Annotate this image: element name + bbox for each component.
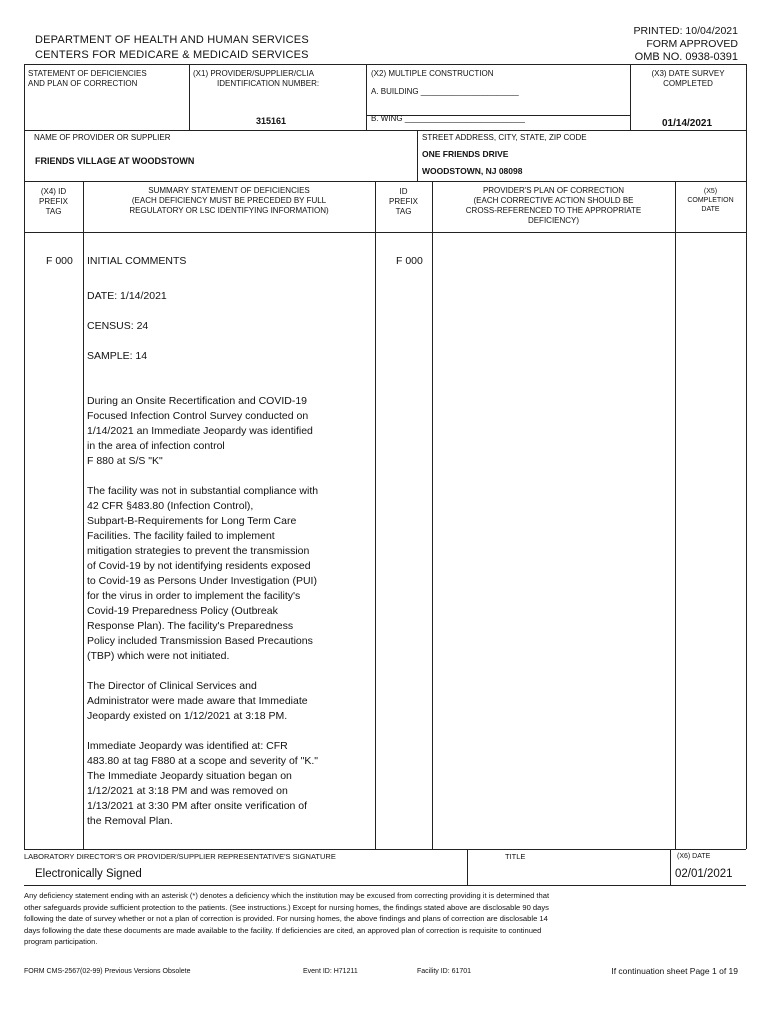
signature-value: Electronically Signed bbox=[35, 868, 142, 880]
text-line: Focused Infection Control Survey conducted on bbox=[87, 410, 309, 422]
provider-name: FRIENDS VILLAGE AT WOODSTOWN bbox=[35, 156, 195, 166]
rule bbox=[24, 849, 746, 850]
text-line: 42 CFR §483.80 (Infection Control), bbox=[87, 500, 254, 512]
text-line: Administrator were made aware that Immediate bbox=[87, 695, 308, 707]
paragraph-4 bbox=[87, 739, 372, 829]
event-id: Event ID: H71211 bbox=[303, 968, 358, 975]
x4-header bbox=[24, 187, 83, 217]
text-line: 1/13/2021 at 3:30 PM after onsite verification of bbox=[87, 800, 308, 812]
disclaimer-line: following the date of survey whether or not a plan of correction is provided. For nursing homes, the above findings and plans of correction are disclosable 14 bbox=[24, 914, 548, 924]
text-line: Facilities. The facility failed to implement bbox=[87, 530, 275, 542]
rule bbox=[83, 181, 84, 849]
rule bbox=[24, 64, 25, 849]
rule bbox=[375, 181, 376, 849]
rule bbox=[24, 885, 746, 886]
text-line: (TBP) which were not initiated. bbox=[87, 650, 230, 662]
plan-header-line: DEFICIENCY) bbox=[527, 216, 580, 225]
address-line-1: ONE FRIENDS DRIVE bbox=[422, 149, 509, 159]
disclaimer bbox=[24, 890, 746, 948]
x1-label-line: (X1) PROVIDER/SUPPLIER/CLIA bbox=[193, 69, 314, 78]
building-field: A. BUILDING ______________________ bbox=[371, 87, 519, 96]
paragraph-3 bbox=[87, 679, 372, 724]
rule bbox=[432, 181, 433, 849]
survey-date: DATE: 1/14/2021 bbox=[87, 290, 167, 302]
text-line: for the virus in order to implement the facility's bbox=[87, 590, 301, 602]
text-line: F 880 at S/S "K" bbox=[87, 455, 163, 467]
page-indicator: If continuation sheet Page 1 of 19 bbox=[611, 966, 738, 976]
text-line: During an Onsite Recertification and COVID-19 bbox=[87, 395, 308, 407]
text-line: 1/14/2021 an Immediate Jeopardy was identified bbox=[87, 425, 313, 437]
census: CENSUS: 24 bbox=[87, 320, 149, 332]
text-line: Response Plan). The facility's Preparedness bbox=[87, 620, 294, 632]
text-line: 1/12/2021 at 3:18 PM and was removed on bbox=[87, 785, 288, 797]
paragraph-1 bbox=[87, 394, 372, 469]
wing-field: B. WING ___________________________ bbox=[371, 114, 525, 123]
rule bbox=[24, 232, 746, 233]
paragraph-2 bbox=[87, 484, 372, 664]
x3-label-line: (X3) DATE SURVEY bbox=[651, 69, 725, 78]
form-number: FORM CMS-2567(02-99) Previous Versions Obsolete bbox=[24, 968, 191, 975]
omb-number: OMB NO. 0938-0391 bbox=[634, 51, 738, 63]
rule bbox=[746, 64, 747, 849]
id-header bbox=[375, 187, 432, 217]
x3-label bbox=[632, 69, 744, 89]
text-line: in the area of infection control bbox=[87, 440, 225, 452]
x1-label bbox=[193, 69, 363, 89]
x3-label-line: COMPLETED bbox=[663, 79, 713, 88]
rule bbox=[24, 181, 746, 182]
facility-id: Facility ID: 61701 bbox=[417, 968, 472, 975]
plan-header-line: (EACH CORRECTIVE ACTION SHOULD BE bbox=[473, 196, 634, 205]
agency-title bbox=[35, 33, 309, 62]
summary-header bbox=[83, 186, 375, 216]
disclaimer-line: Any deficiency statement ending with an asterisk (*) denotes a deficiency which the institution may be excused from correcting providing it is determined that bbox=[24, 891, 550, 900]
text-line: Subpart-B-Requirements for Long Term Care bbox=[87, 515, 297, 527]
x1-label-line: IDENTIFICATION NUMBER: bbox=[217, 79, 320, 88]
signature-date: 02/01/2021 bbox=[675, 868, 733, 880]
x5-header-line: (X5) bbox=[703, 188, 718, 195]
left-prefix-tag: F 000 bbox=[46, 255, 73, 267]
x4-header-line: (X4) ID bbox=[40, 187, 67, 196]
summary-header-line: REGULATORY OR LSC IDENTIFYING INFORMATION) bbox=[129, 206, 329, 215]
statement-label bbox=[28, 69, 147, 89]
text-line: Immediate Jeopardy was identified at: CFR bbox=[87, 740, 288, 752]
rule bbox=[417, 130, 418, 181]
text-line: The Director of Clinical Services and bbox=[87, 680, 257, 692]
rule bbox=[630, 64, 631, 130]
printed-date: PRINTED: 10/04/2021 bbox=[633, 25, 738, 37]
text-line: 483.80 at tag F880 at a scope and severity of "K." bbox=[87, 755, 319, 767]
title-label: TITLE bbox=[505, 852, 526, 861]
id-header-line: TAG bbox=[395, 207, 412, 216]
form-meta bbox=[634, 25, 738, 64]
text-line: Jeopardy existed on 1/12/2021 at 3:18 PM. bbox=[87, 710, 288, 722]
plan-header bbox=[432, 186, 675, 226]
text-line: of Covid-19 by not identifying residents exposed bbox=[87, 560, 311, 572]
address-label: STREET ADDRESS, CITY, STATE, ZIP CODE bbox=[422, 133, 587, 142]
x4-header-line: PREFIX bbox=[39, 197, 68, 206]
rule bbox=[467, 849, 468, 885]
rule bbox=[189, 64, 190, 130]
signature-date-label: (X6) DATE bbox=[677, 853, 711, 860]
id-header-line: PREFIX bbox=[389, 197, 418, 206]
statement-label-line: AND PLAN OF CORRECTION bbox=[28, 79, 138, 88]
right-prefix-tag: F 000 bbox=[396, 255, 423, 267]
summary-header-line: (EACH DEFICIENCY MUST BE PRECEDED BY FULL bbox=[131, 196, 327, 205]
text-line: to Covid-19 as Persons Under Investigation (PUI) bbox=[87, 575, 317, 587]
section-title: INITIAL COMMENTS bbox=[87, 255, 187, 267]
address-line-2: WOODSTOWN, NJ 08098 bbox=[422, 166, 523, 176]
text-line: mitigation strategies to prevent the transmission bbox=[87, 545, 310, 557]
summary-header-line: SUMMARY STATEMENT OF DEFICIENCIES bbox=[148, 186, 310, 195]
rule bbox=[670, 849, 671, 885]
x4-header-line: TAG bbox=[45, 207, 62, 216]
statement-label-line: STATEMENT OF DEFICIENCIES bbox=[28, 69, 147, 78]
survey-completed-date: 01/14/2021 bbox=[662, 118, 713, 129]
rule bbox=[24, 130, 746, 131]
x5-header-line: DATE bbox=[701, 206, 720, 213]
id-header-line: ID bbox=[399, 187, 408, 196]
signature-label: LABORATORY DIRECTOR'S OR PROVIDER/SUPPLIER REPRESENTATIVE'S SIGNATURE bbox=[24, 852, 336, 861]
disclaimer-line: program participation. bbox=[24, 937, 98, 947]
disclaimer-line: days following the date these documents are made available to the facility. If deficiencies are cited, an approved plan of correction is requisite to continued bbox=[24, 925, 542, 935]
text-line: Covid-19 Preparedness Policy (Outbreak bbox=[87, 605, 278, 617]
text-line: the Removal Plan. bbox=[87, 815, 173, 827]
text-line: The Immediate Jeopardy situation began on bbox=[87, 770, 292, 782]
plan-header-line: CROSS-REFERENCED TO THE APPROPRIATE bbox=[465, 206, 642, 215]
x5-header bbox=[675, 187, 746, 214]
department-line: DEPARTMENT OF HEALTH AND HUMAN SERVICES bbox=[35, 34, 309, 46]
provider-name-label: NAME OF PROVIDER OR SUPPLIER bbox=[34, 133, 171, 142]
rule bbox=[24, 64, 746, 65]
sample: SAMPLE: 14 bbox=[87, 350, 148, 362]
x2-label: (X2) MULTIPLE CONSTRUCTION bbox=[371, 69, 494, 78]
disclaimer-line: other safeguards provide sufficient protection to the patients. (See instructions.) Except for nursing homes, the findings stated above are disclosable 90 days bbox=[24, 902, 549, 912]
form-approved: FORM APPROVED bbox=[646, 38, 738, 50]
text-line: Policy included Transmission Based Precautions bbox=[87, 635, 313, 647]
cms-line: CENTERS FOR MEDICARE & MEDICAID SERVICES bbox=[35, 49, 309, 61]
plan-header-line: PROVIDER'S PLAN OF CORRECTION bbox=[482, 186, 625, 195]
text-line: The facility was not in substantial compliance with bbox=[87, 485, 319, 497]
x5-header-line: COMPLETION bbox=[687, 197, 734, 204]
rule bbox=[366, 64, 367, 130]
deficiency-summary bbox=[87, 254, 372, 829]
rule bbox=[675, 181, 676, 849]
provider-id-number: 315161 bbox=[256, 116, 287, 126]
